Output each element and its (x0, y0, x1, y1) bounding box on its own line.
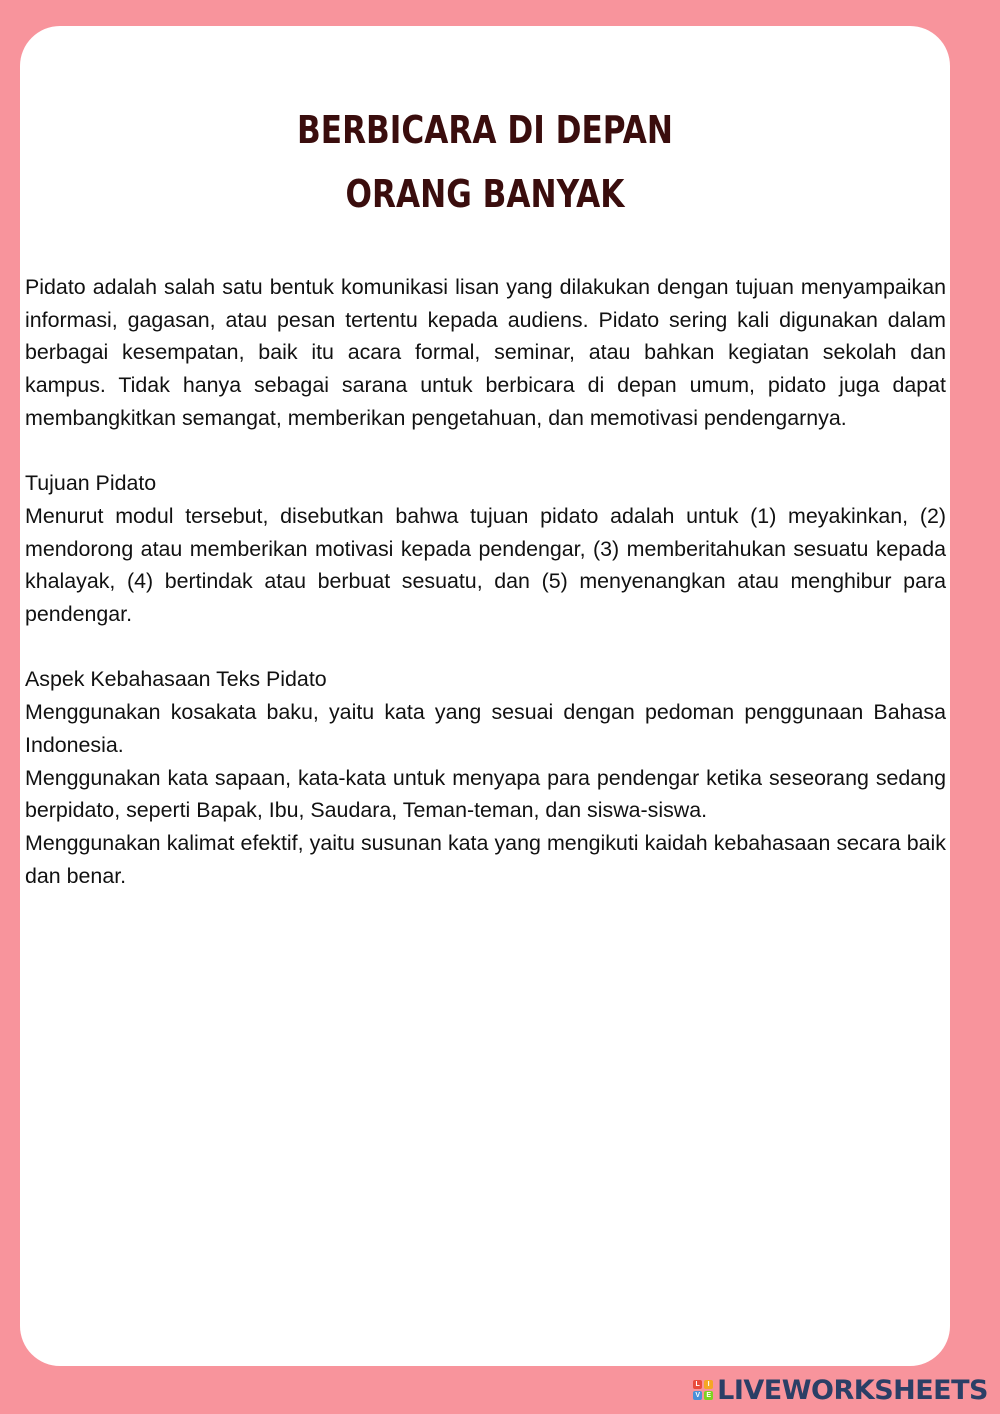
title-line-2: ORANG BANYAK (345, 172, 625, 216)
tujuan-paragraph: Menurut modul tersebut, disebutkan bahwa tujuan pidato adalah untuk (1) meyakinkan, (2) mendorong atau memberikan motivasi kepada pendengar, (3) memberitahukan sesuatu kepada khalayak, (4) bertindak atau berbuat sesuatu, dan (5) menyenangkan atau menghibur para pendengar. (25, 503, 946, 627)
spacer (25, 435, 946, 468)
liveworksheets-logo[interactable] (693, 1374, 988, 1406)
tujuan-heading: Tujuan Pidato (25, 471, 157, 496)
aspek-item: Menggunakan kalimat efektif, yaitu susunan kata yang mengikuti kaidah kebahasaan secara baik dan benar. (25, 830, 946, 888)
spacer (25, 631, 946, 664)
aspek-item: Menggunakan kata sapaan, kata-kata untuk menyapa para pendengar ketika seseorang sedang berpidato, seperti Bapak, Ibu, Saudara, Teman-teman, dan siswa-siswa. (25, 765, 946, 823)
intro-paragraph: Pidato adalah salah satu bentuk komunikasi lisan yang dilakukan dengan tujuan menyampaikan informasi, gagasan, atau pesan tertentu kepada audiens. Pidato sering kali digunakan dalam berbagai kesempatan, baik itu acara formal, seminar, atau bahkan kegiatan sekolah dan kampus. Tidak hanya sebagai sarana untuk berbicara di depan umum, pidato juga dapat membangkitkan semangat, memberikan pengetahuan, dan memotivasi pendengarnya. (25, 275, 946, 430)
aspek-item: Menggunakan kosakata baku, yaitu kata yang sesuai dengan pedoman penggunaan Bahasa Indonesia. (25, 700, 946, 757)
title-line-1: BERBICARA DI DEPAN (297, 108, 673, 152)
liveworksheets-logo-icon: L I V E (693, 1380, 713, 1400)
aspek-heading: Aspek Kebahasaan Teks Pidato (25, 667, 327, 692)
document-body (25, 271, 946, 892)
logo-text: LIVEWORKSHEETS (717, 1374, 988, 1406)
page-title (87, 98, 882, 226)
